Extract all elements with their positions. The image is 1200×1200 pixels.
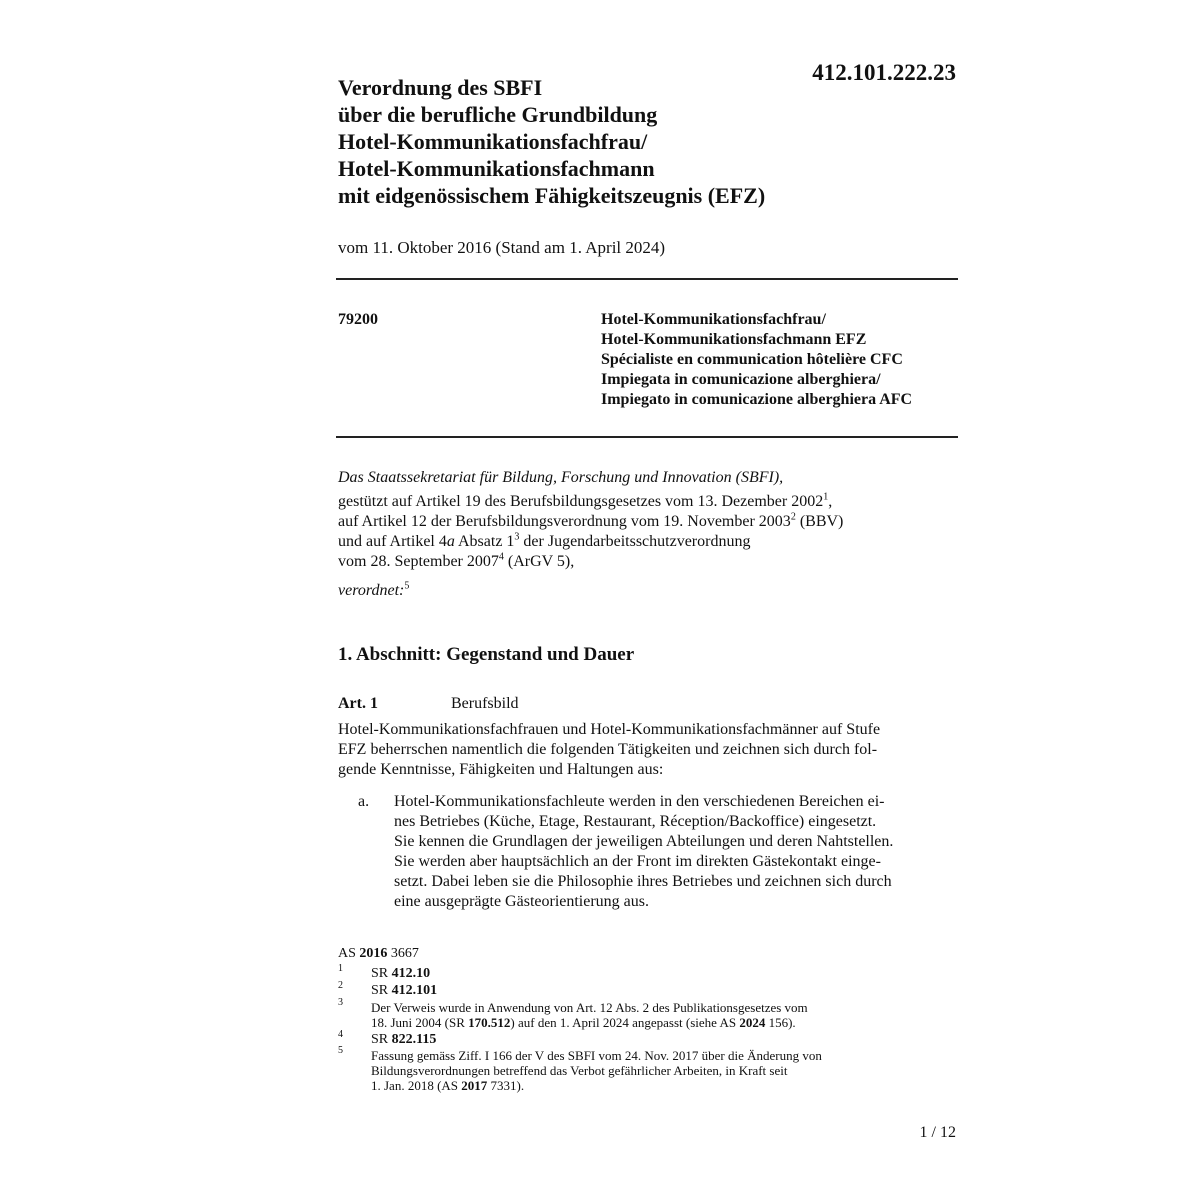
issuer: Das Staatssekretariat für Bildung, Forschung und Innovation (SBFI), (338, 469, 784, 486)
as-page: 3667 (387, 946, 419, 961)
list-item-line: nes Betriebes (Küche, Etage, Restaurant, Réception/Backoffice) eingesetzt. (394, 813, 877, 830)
list-item (394, 792, 955, 912)
article-intro (338, 720, 955, 780)
footnote-number: 2 (338, 980, 343, 991)
footnote-sr: 822.115 (391, 1032, 437, 1047)
article-number: Art. 1 (338, 695, 378, 712)
occupation-title: Impiegato in comunicazione alberghiera AFC (601, 391, 913, 408)
footnote-ref[interactable]: 2 (790, 511, 796, 523)
footnote-text-part: 18. Juni 2004 (SR (371, 1015, 469, 1030)
footnote-ref[interactable]: 5 (404, 580, 410, 592)
title-line: Verordnung des SBFI (338, 75, 543, 100)
footnote-text (371, 1032, 958, 1047)
preamble-text: der Jugendarbeitsschutzverordnung (519, 533, 751, 550)
footnote-text-part: 156). (765, 1015, 796, 1030)
preamble-line (338, 552, 958, 572)
enacting-text: verordnet: (338, 582, 405, 599)
footnote (338, 997, 958, 1032)
footnote-text-part: 7331). (487, 1078, 525, 1093)
footnote-prefix: SR (371, 1032, 392, 1047)
footnote-sr: 412.10 (391, 966, 431, 981)
preamble-line (338, 512, 958, 532)
preamble-text: (BBV) (795, 513, 844, 530)
footnote (338, 963, 958, 983)
article-title: Berufsbild (451, 695, 519, 712)
ordinance-title (338, 74, 818, 209)
date-line: vom 11. Oktober 2016 (Stand am 1. April 2024) (338, 238, 666, 257)
occupation-titles (601, 310, 912, 410)
bottom-divider (336, 436, 958, 438)
occupation-title: Hotel-Kommunikationsfachfrau/ (601, 311, 826, 328)
footnote-as-year: 2024 (739, 1015, 766, 1030)
footnote-line (371, 1078, 958, 1093)
preamble-line (338, 492, 958, 512)
footnote-line: Fassung gemäss Ziff. I 166 der V des SBFI vom 24. Nov. 2017 über die Änderung von (371, 1048, 822, 1063)
occupation-code: 79200 (338, 311, 378, 328)
footnote-as-year: 2017 (461, 1078, 488, 1093)
footnote-line (371, 1015, 958, 1030)
occupation-title: Spécialiste en communication hôtelière CFC (601, 351, 903, 368)
footnote-ref[interactable]: 1 (823, 491, 829, 503)
preamble-line (338, 532, 958, 552)
footnote-text (371, 1000, 958, 1030)
list-item-line: Hotel-Kommunikationsfachleute werden in den verschiedenen Bereichen ei- (394, 793, 885, 810)
preamble-text: und auf Artikel 4 (338, 533, 447, 550)
footnote-text (371, 966, 958, 981)
preamble-text: (ArGV 5), (503, 553, 575, 570)
footnote-line: Der Verweis wurde in Anwendung von Art. 12 Abs. 2 des Publikationsgesetzes vom (371, 1000, 808, 1015)
sr-number: 412.101.222.23 (812, 60, 956, 85)
preamble-text: vom 28. September 2007 (338, 553, 499, 570)
occupation-title: Impiegata in comunicazione alberghiera/ (601, 371, 881, 388)
list-item-letter: a. (358, 793, 370, 810)
title-line: mit eidgenössischem Fähigkeitszeugnis (EFZ) (338, 183, 766, 208)
footnote-number: 3 (338, 997, 343, 1008)
footnote-text-part: ) auf den 1. April 2024 angepasst (siehe AS (510, 1015, 740, 1030)
article-line: EFZ beherrschen namentlich die folgenden Tätigkeiten und zeichnen sich durch fol- (338, 741, 878, 758)
footnote-number: 1 (338, 963, 343, 974)
footnote-text (371, 983, 958, 998)
footnote-prefix: SR (371, 983, 392, 998)
footnote-ref[interactable]: 3 (514, 531, 520, 543)
article-line: gende Kenntnisse, Fähigkeiten und Haltungen aus: (338, 761, 664, 778)
footnote-text (371, 1048, 958, 1093)
preamble-text: auf Artikel 12 der Berufsbildungsverordnung vom 19. November 2003 (338, 513, 791, 530)
page-number: 1 / 12 (919, 1124, 956, 1141)
enacting-clause (338, 580, 409, 602)
preamble-text: , (828, 493, 833, 510)
list-item-line: eine ausgeprägte Gästeorientierung aus. (394, 893, 650, 910)
top-divider (336, 278, 958, 280)
preamble-text: a (446, 533, 455, 550)
preamble-text: Absatz 1 (454, 533, 515, 550)
footnote-number: 5 (338, 1045, 343, 1056)
occupation-title: Hotel-Kommunikationsfachmann EFZ (601, 331, 867, 348)
as-prefix: AS (338, 946, 360, 961)
footnote-sr: 412.101 (391, 983, 438, 998)
footnote-prefix: SR (371, 966, 392, 981)
official-compilation-ref (338, 945, 419, 963)
title-line: Hotel-Kommunikationsfachmann (338, 156, 655, 181)
footnote-ref[interactable]: 4 (498, 551, 504, 563)
footnote (338, 1045, 958, 1096)
as-year: 2016 (359, 946, 388, 961)
preamble-text: gestützt auf Artikel 19 des Berufsbildungsgesetzes vom 13. Dezember 2002 (338, 493, 824, 510)
article-line: Hotel-Kommunikationsfachfrauen und Hotel-Kommunikationsfachmänner auf Stufe (338, 721, 881, 738)
footnote-number: 4 (338, 1029, 343, 1040)
title-line: Hotel-Kommunikationsfachfrau/ (338, 129, 648, 154)
list-item-line: Sie werden aber hauptsächlich an der Front im direkten Gästekontakt einge- (394, 853, 881, 870)
footnotes (338, 963, 958, 1096)
footnote-text-part: 1. Jan. 2018 (AS (371, 1078, 462, 1093)
section-heading: 1. Abschnitt: Gegenstand und Dauer (338, 644, 635, 665)
preamble (338, 492, 958, 572)
footnote (338, 980, 958, 1000)
title-line: über die berufliche Grundbildung (338, 102, 658, 127)
footnote (338, 1029, 958, 1048)
footnote-line: Bildungsverordnungen betreffend das Verbot gefährlicher Arbeiten, in Kraft seit (371, 1063, 788, 1078)
list-item-line: setzt. Dabei leben sie die Philosophie ihres Betriebes und zeichnen sich durch (394, 873, 892, 890)
list-item-line: Sie kennen die Grundlagen der jeweiligen Abteilungen und deren Nahtstellen. (394, 833, 894, 850)
footnote-sr: 170.512 (468, 1015, 511, 1030)
